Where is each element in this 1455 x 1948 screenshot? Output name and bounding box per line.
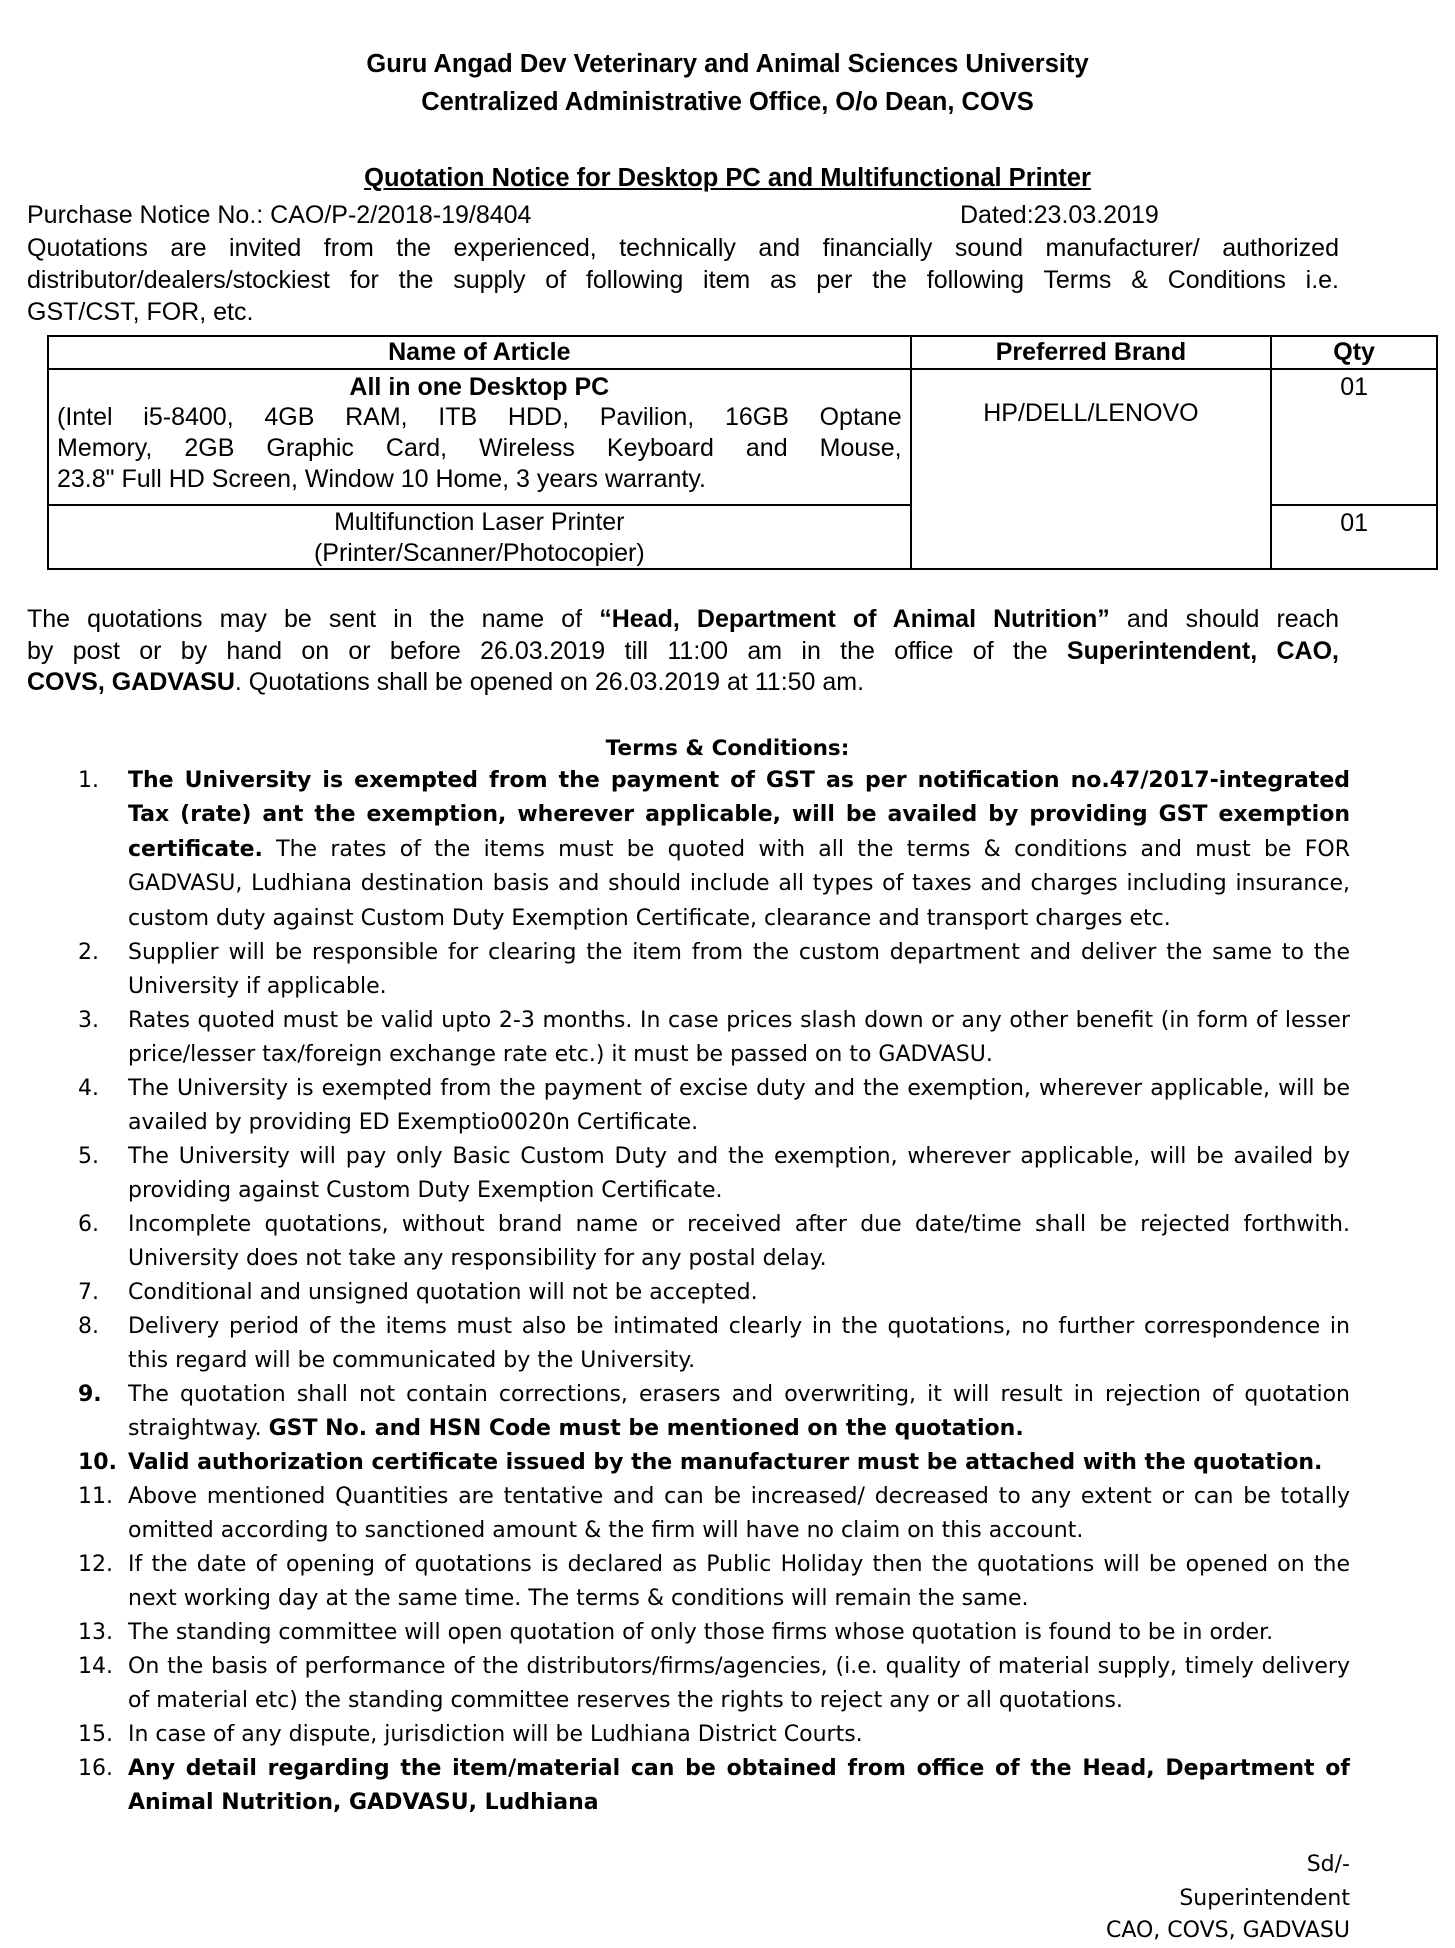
submission-addressee: “Head, Department of Animal Nutrition”: [599, 605, 1110, 633]
submission-line-1: [27, 605, 1339, 634]
term-text: Incomplete quotations, without brand name or received after due date/time shall be rejected forthwith. University does not take any responsibility for any postal delay.: [128, 1212, 1350, 1272]
term-text: The University is exempted from the payment of excise duty and the exemption, wherever applicable, will be availed by providing ED Exemptio0020n Certificate.: [128, 1076, 1350, 1136]
term-text: The standing committee will open quotation of only those firms whose quotation is found to be in order.: [128, 1620, 1274, 1645]
items-table: [47, 335, 1438, 570]
term-number: 2.: [78, 940, 99, 965]
submission-text: and should reach: [1109, 605, 1339, 633]
term-text: Conditional and unsigned quotation will not be accepted.: [128, 1280, 758, 1305]
table-row: [48, 369, 1437, 505]
article-spec-line-3: 23.8" Full HD Screen, Window 10 Home, 3 years warranty.: [57, 465, 706, 493]
article-name-printer: Multifunction Laser Printer: [334, 508, 625, 536]
term-number: 3.: [78, 1008, 99, 1033]
preferred-brand-cell: [911, 369, 1272, 569]
signature-office: CAO, COVS, GADVASU: [1105, 1918, 1350, 1943]
article-cell-printer: [48, 505, 911, 569]
column-header-qty: Qty: [1271, 336, 1437, 369]
article-spec-line-1: (Intel i5-8400, 4GB RAM, ITB HDD, Pavilion, 16GB Optane: [57, 403, 902, 431]
term-number: 15.: [78, 1722, 113, 1747]
term-number: 4.: [78, 1076, 99, 1101]
term-number: 12.: [78, 1552, 113, 1577]
term-number: 5.: [78, 1144, 99, 1169]
term-number: 7.: [78, 1280, 99, 1305]
term-text: [128, 1378, 1350, 1447]
term-text: If the date of opening of quotations is declared as Public Holiday then the quotations will be opened on the next working day at the same time. The terms & conditions will remain the same.: [128, 1552, 1350, 1612]
term-number: 9.: [78, 1382, 102, 1407]
term-bold-text: The University is exempted from the payment of GST as per notification no.47/2017-integrated Tax (rate) ant the exemption, wherever applicable, will be availed by providing GST exemption certificate.: [128, 768, 1350, 862]
office-name: Centralized Administrative Office, O/o Dean, COVS: [421, 88, 1034, 116]
signature-sd: Sd/-: [1306, 1852, 1350, 1877]
article-sub-printer: (Printer/Scanner/Photocopier): [313, 539, 645, 567]
notice-date: Dated:23.03.2019: [960, 201, 1159, 229]
term-text: [128, 764, 1350, 936]
term-text: Any detail regarding the item/material can be obtained from office of the Head, Department of Animal Nutrition, GADVASU, Ludhiana: [128, 1756, 1350, 1816]
qty-cell-desktop: 01: [1271, 369, 1437, 505]
submission-line-3: [27, 668, 864, 697]
notice-title: Quotation Notice for Desktop PC and Multifunctional Printer: [364, 164, 1091, 192]
submission-line-2: [27, 637, 1339, 666]
term-text: Valid authorization certificate issued by the manufacturer must be attached with the quotation.: [128, 1450, 1323, 1475]
term-text: Supplier will be responsible for clearing the item from the custom department and deliver the same to the University if applicable.: [128, 940, 1350, 1000]
term-text: Above mentioned Quantities are tentative and can be increased/ decreased to any extent or can be totally omitted according to sanctioned amount & the firm will have no claim on this account.: [128, 1484, 1350, 1544]
terms-title: Terms & Conditions:: [605, 736, 850, 761]
term-number: 6.: [78, 1212, 99, 1237]
submission-office: Superintendent, CAO,: [1066, 637, 1339, 665]
term-number: 14.: [78, 1654, 113, 1679]
article-spec-line-2: Memory, 2GB Graphic Card, Wireless Keyboard and Mouse,: [57, 434, 902, 462]
term-number: 16.: [78, 1756, 113, 1781]
term-bold-text: GST No. and HSN Code must be mentioned on the quotation.: [268, 1416, 1024, 1442]
university-name: Guru Angad Dev Veterinary and Animal Sciences University: [366, 50, 1089, 78]
purchase-notice-number: Purchase Notice No.: CAO/P-2/2018-19/8404: [27, 201, 532, 229]
column-header-brand: Preferred Brand: [911, 336, 1272, 369]
term-number: 11.: [78, 1484, 113, 1509]
intro-line-1: Quotations are invited from the experienced, technically and financially sound manufacturer/ authorized: [27, 234, 1339, 262]
term-text: Rates quoted must be valid upto 2-3 months. In case prices slash down or any other benefit (in form of lesser price/lesser tax/foreign exchange rate etc.) it must be passed on to GADVASU.: [128, 1008, 1350, 1068]
term-number: 1.: [78, 768, 99, 793]
term-text: On the basis of performance of the distributors/firms/agencies, (i.e. quality of material supply, timely delivery of material etc) the standing committee reserves the rights to reject any or all quotations.: [128, 1654, 1350, 1714]
article-name-desktop: All in one Desktop PC: [349, 373, 610, 401]
term-text: Delivery period of the items must also be intimated clearly in the quotations, no further correspondence in this regard will be communicated by the University.: [128, 1314, 1350, 1374]
column-header-article: Name of Article: [48, 336, 911, 369]
table-header-row: [48, 336, 1437, 369]
term-body-text: The rates of the items must be quoted with all the terms & conditions and must be FOR GADVASU, Ludhiana destination basis and should include all types of taxes and charges including insurance, custom duty against Custom Duty Exemption Certificate, clearance and transport charges etc.: [128, 836, 1350, 931]
intro-line-3: GST/CST, FOR, etc.: [27, 298, 254, 326]
term-number: 13.: [78, 1620, 113, 1645]
term-text: The University will pay only Basic Custom Duty and the exemption, wherever applicable, will be availed by providing against Custom Duty Exemption Certificate.: [128, 1144, 1350, 1204]
preferred-brand-value: HP/DELL/LENOVO: [983, 399, 1199, 427]
qty-cell-printer: 01: [1271, 505, 1437, 569]
term-text: In case of any dispute, jurisdiction will be Ludhiana District Courts.: [128, 1722, 863, 1747]
signature-designation: Superintendent: [1179, 1886, 1350, 1911]
intro-line-2: distributor/dealers/stockiest for the supply of following item as per the following Terms & Conditions i.e.: [27, 266, 1339, 294]
article-cell-desktop: [48, 369, 911, 505]
opening-date-text: . Quotations shall be opened on 26.03.2019 at 11:50 am.: [234, 668, 865, 696]
submission-office: COVS, GADVASU: [27, 668, 235, 696]
term-body-text: The quotation shall not contain corrections, erasers and overwriting, it will result in rejection of quotation straightway.: [128, 1382, 1350, 1442]
term-number: 10.: [78, 1450, 117, 1475]
submission-text: The quotations may be sent in the name of: [27, 605, 600, 633]
term-number: 8.: [78, 1314, 99, 1339]
submission-text: by post or by hand on or before 26.03.2019 till 11:00 am in the office of the: [27, 637, 1067, 665]
